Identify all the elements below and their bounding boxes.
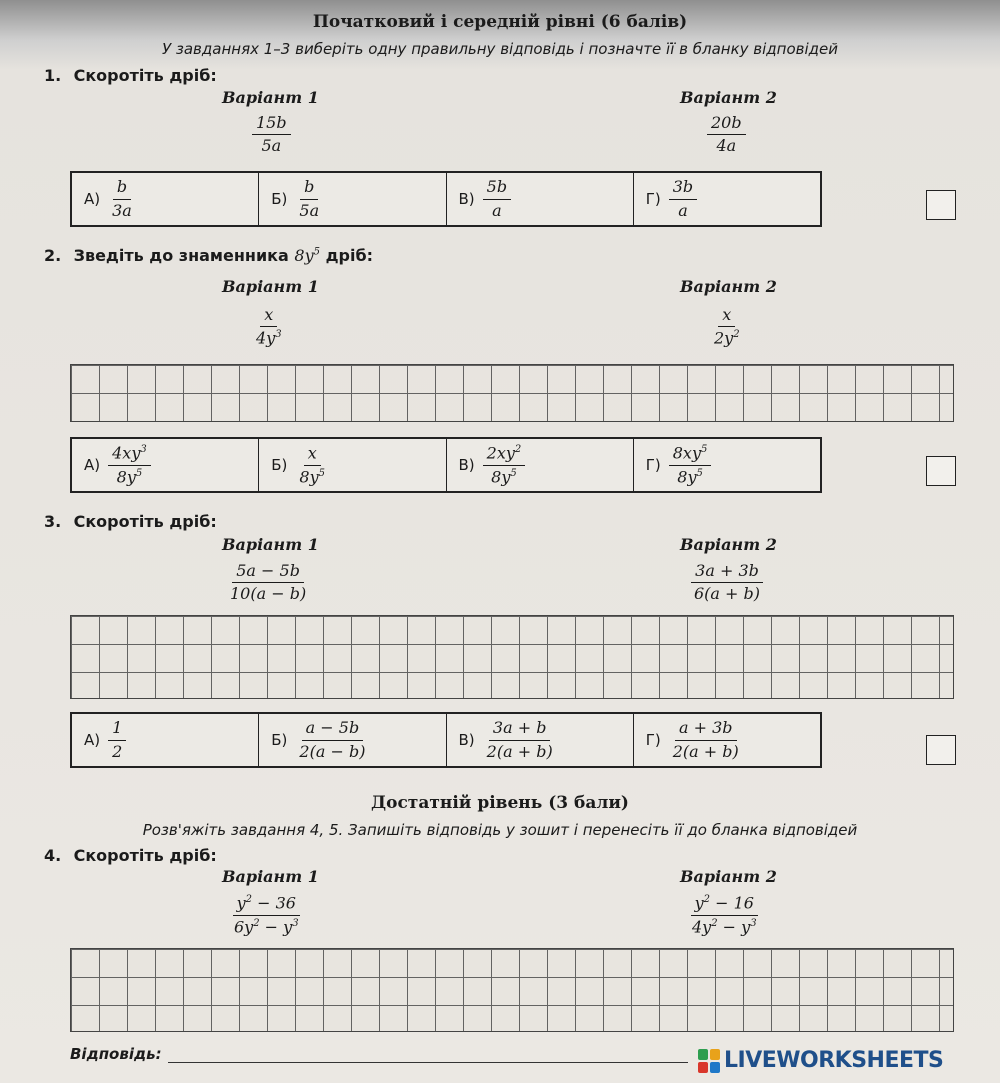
fraction-denominator: 10(a − b) bbox=[230, 584, 307, 604]
fraction-denominator: 6(a + b) bbox=[694, 584, 761, 604]
task-text: Скоротіть дріб: bbox=[73, 846, 217, 865]
fraction-numerator bbox=[483, 444, 526, 466]
variant-2-label: Варіант 2 bbox=[680, 88, 777, 107]
task-4-v1-fraction bbox=[230, 894, 303, 936]
denominator-exponent: 5 bbox=[313, 246, 320, 258]
task-text: Скоротіть дріб: bbox=[73, 512, 217, 531]
task-3-option-d[interactable] bbox=[634, 714, 820, 766]
option-fraction bbox=[295, 444, 329, 486]
fraction-numerator: x bbox=[260, 306, 277, 327]
task-number: 2. bbox=[44, 246, 62, 265]
task-3-workspace-grid[interactable] bbox=[70, 615, 954, 699]
task-2-option-a[interactable] bbox=[72, 439, 259, 491]
task-2-option-d[interactable] bbox=[634, 439, 820, 491]
variant-2-label: Варіант 2 bbox=[680, 867, 777, 886]
variant-1-label: Варіант 1 bbox=[222, 535, 319, 554]
option-fraction bbox=[669, 719, 743, 761]
variant-1-label: Варіант 1 bbox=[222, 88, 319, 107]
task-2-options bbox=[70, 437, 822, 493]
num-base: 8xy bbox=[672, 443, 701, 463]
section1-instruction: У завданнях 1–3 виберіть одну правильну відповідь і позначте її в бланку відповідей bbox=[161, 40, 839, 58]
task-3-option-c[interactable] bbox=[447, 714, 634, 766]
num-exponent: 2 bbox=[703, 894, 711, 905]
fraction-numerator: x bbox=[718, 306, 735, 327]
option-label: А) bbox=[84, 190, 101, 208]
fraction-denominator: 3a bbox=[112, 200, 132, 220]
fraction-denominator bbox=[673, 466, 707, 487]
option-label: Г) bbox=[645, 731, 661, 749]
fraction-numerator: 5b bbox=[483, 178, 511, 199]
task-2-option-c[interactable] bbox=[447, 439, 634, 491]
fraction-numerator: b bbox=[113, 178, 131, 199]
fraction-denominator bbox=[230, 916, 303, 937]
num-part: y bbox=[236, 893, 246, 913]
liveworksheets-logo bbox=[698, 1048, 943, 1073]
option-label: А) bbox=[84, 456, 101, 474]
den-exponent: 3 bbox=[275, 329, 282, 341]
den-exponent: 3 bbox=[750, 917, 757, 929]
logo-text: LIVEWORKSHEETS bbox=[724, 1048, 944, 1073]
num-part: − 36 bbox=[252, 893, 296, 913]
option-label: Б) bbox=[271, 731, 288, 749]
option-fraction bbox=[295, 719, 369, 761]
den-exponent: 2 bbox=[253, 917, 260, 929]
option-label: Г) bbox=[645, 190, 661, 208]
section1-title: Початковий і середній рівні (6 балів) bbox=[312, 12, 688, 32]
task-3-v2-fraction bbox=[690, 562, 764, 604]
fraction-denominator bbox=[113, 466, 147, 487]
den-exponent: 2 bbox=[711, 917, 718, 929]
task-number: 3. bbox=[44, 512, 62, 531]
den-base: 8y bbox=[299, 466, 319, 486]
task-1-option-b[interactable] bbox=[259, 173, 446, 225]
num-part: y bbox=[694, 893, 704, 913]
option-fraction bbox=[108, 444, 151, 486]
task-text-after: дріб: bbox=[325, 246, 374, 265]
variant-2-label: Варіант 2 bbox=[680, 277, 777, 296]
fraction-numerator: 1 bbox=[108, 719, 126, 740]
task-4-prompt bbox=[44, 846, 217, 865]
task-2-option-b[interactable] bbox=[259, 439, 446, 491]
fraction-numerator: b bbox=[300, 178, 318, 199]
task-1-option-a[interactable] bbox=[72, 173, 259, 225]
fraction-numerator bbox=[304, 444, 321, 466]
answer-line[interactable] bbox=[70, 1045, 688, 1063]
task-number: 4. bbox=[44, 846, 62, 865]
variant-2-label: Варіант 2 bbox=[680, 535, 777, 554]
section2-title: Достатній рівень (3 бали) bbox=[371, 793, 629, 813]
den-part: − y bbox=[717, 917, 751, 937]
task-text: Зведіть до знаменника bbox=[73, 246, 289, 265]
fraction-denominator: 2(a + b) bbox=[486, 741, 553, 761]
option-label: В) bbox=[458, 731, 475, 749]
den-exponent: 5 bbox=[510, 467, 517, 479]
num-part: − 16 bbox=[710, 893, 754, 913]
fraction-denominator: 2(a − b) bbox=[299, 741, 366, 761]
fraction-numerator: a + 3b bbox=[675, 719, 737, 740]
den-exponent: 3 bbox=[292, 917, 299, 929]
task-2-prompt bbox=[44, 246, 373, 265]
fraction-numerator: 3a + b bbox=[489, 719, 551, 740]
task-3-v1-fraction bbox=[226, 562, 310, 604]
fraction-denominator: 5a bbox=[261, 136, 282, 156]
fraction-denominator bbox=[295, 466, 329, 487]
den-exponent: 2 bbox=[733, 329, 740, 341]
fraction-numerator: 20b bbox=[707, 114, 746, 135]
logo-square bbox=[710, 1049, 720, 1060]
fraction-numerator: 15b bbox=[252, 114, 291, 135]
den-base: 2y bbox=[714, 328, 734, 348]
task-3-options bbox=[70, 712, 822, 768]
den-base: 8y bbox=[491, 466, 511, 486]
task-3-option-b[interactable] bbox=[259, 714, 446, 766]
fraction-numerator bbox=[691, 894, 758, 916]
fraction-denominator: a bbox=[678, 200, 688, 220]
option-fraction bbox=[483, 719, 557, 761]
fraction-denominator: 2 bbox=[112, 741, 123, 761]
task-4-v2-fraction bbox=[688, 894, 761, 936]
fraction-denominator: a bbox=[492, 200, 502, 220]
num-exponent: 2 bbox=[245, 894, 253, 905]
option-label: Б) bbox=[271, 190, 288, 208]
option-label: Б) bbox=[271, 456, 288, 474]
num-base: 4xy bbox=[112, 443, 141, 463]
logo-square bbox=[698, 1062, 708, 1073]
fraction-numerator: a − 5b bbox=[302, 719, 364, 740]
fraction-denominator bbox=[252, 327, 286, 348]
fraction-numerator bbox=[233, 894, 300, 916]
num-exponent: 3 bbox=[140, 443, 147, 455]
option-label: А) bbox=[84, 731, 101, 749]
task-text: Скоротіть дріб: bbox=[73, 66, 217, 85]
logo-square bbox=[698, 1049, 708, 1060]
task-3-option-a[interactable] bbox=[72, 714, 259, 766]
fraction-numerator: 5a − 5b bbox=[232, 562, 304, 583]
task-2-v2-fraction bbox=[710, 306, 744, 348]
den-exponent: 5 bbox=[135, 467, 143, 479]
option-fraction bbox=[108, 719, 126, 761]
fraction-numerator: 3a + 3b bbox=[691, 562, 763, 583]
fraction-denominator: 4a bbox=[716, 136, 737, 156]
den-exponent: 5 bbox=[318, 467, 325, 479]
fraction-denominator bbox=[688, 916, 761, 937]
task-1-option-c[interactable] bbox=[447, 173, 634, 225]
logo-square bbox=[710, 1062, 720, 1073]
task-3-prompt bbox=[44, 512, 217, 531]
option-label: В) bbox=[458, 456, 475, 474]
task-2-workspace-grid[interactable] bbox=[70, 364, 954, 422]
option-label: Г) bbox=[645, 456, 661, 474]
task-1-answer-box[interactable] bbox=[926, 190, 956, 220]
task-1-v1-fraction bbox=[252, 114, 291, 156]
task-2-answer-box[interactable] bbox=[926, 456, 956, 486]
num-base: 2xy bbox=[486, 443, 515, 463]
den-part: − y bbox=[259, 917, 293, 937]
num-base: x bbox=[307, 443, 317, 463]
variant-1-label: Варіант 1 bbox=[222, 867, 319, 886]
task-3-answer-box[interactable] bbox=[926, 735, 956, 765]
fraction-denominator bbox=[487, 466, 521, 487]
section2-instruction: Розв'яжіть завдання 4, 5. Запишіть відповідь у зошит і перенесіть її до бланка відповідей bbox=[142, 821, 858, 839]
liveworksheets-logo-icon bbox=[698, 1049, 720, 1073]
option-label: В) bbox=[458, 190, 475, 208]
fraction-numerator: 3b bbox=[669, 178, 697, 199]
den-part: 6y bbox=[234, 917, 254, 937]
task-1-option-d[interactable] bbox=[634, 173, 820, 225]
den-part: 4y bbox=[692, 917, 712, 937]
answer-label: Відповідь: bbox=[70, 1045, 162, 1063]
task-2-v1-fraction bbox=[252, 306, 286, 348]
task-1-v2-fraction bbox=[707, 114, 746, 156]
option-fraction bbox=[483, 444, 526, 486]
num-exponent: 2 bbox=[514, 443, 522, 455]
fraction-denominator: 2(a + b) bbox=[672, 741, 739, 761]
answer-underline[interactable] bbox=[168, 1049, 688, 1063]
task-1-options bbox=[70, 171, 822, 227]
variant-1-label: Варіант 1 bbox=[222, 277, 319, 296]
fraction-denominator bbox=[710, 327, 744, 348]
task-number: 1. bbox=[44, 66, 62, 85]
den-base: 4y bbox=[256, 328, 276, 348]
num-exponent: 5 bbox=[701, 443, 708, 455]
den-base: 8y bbox=[116, 466, 136, 486]
task-1-prompt bbox=[44, 66, 217, 85]
fraction-numerator bbox=[669, 444, 712, 466]
task-2-denominator bbox=[294, 246, 320, 265]
denominator-base: 8y bbox=[294, 246, 314, 265]
option-fraction bbox=[295, 178, 323, 220]
den-exponent: 5 bbox=[696, 467, 703, 479]
option-fraction bbox=[483, 178, 511, 220]
option-fraction bbox=[669, 444, 712, 486]
option-fraction bbox=[669, 178, 697, 220]
task-4-workspace-grid[interactable] bbox=[70, 948, 954, 1032]
option-fraction bbox=[108, 178, 136, 220]
den-base: 8y bbox=[677, 466, 697, 486]
fraction-denominator: 5a bbox=[299, 200, 320, 220]
fraction-numerator bbox=[108, 444, 151, 466]
